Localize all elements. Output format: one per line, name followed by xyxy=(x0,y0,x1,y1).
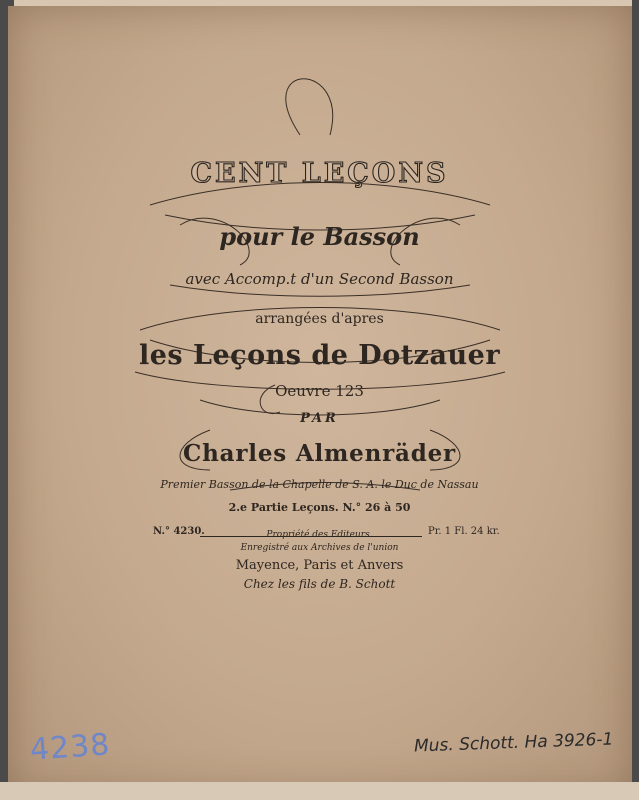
scan-bottom-strip xyxy=(0,782,639,800)
title-cent-lecons: CENT LEÇONS xyxy=(190,158,449,189)
shelfmark-handwritten: Mus. Schott. Ha 3926-1 xyxy=(413,729,614,757)
author-name: Charles Almenräder xyxy=(183,440,456,467)
author-role: Premier Basson de la Chapelle de S. A. le Duc de Nassau xyxy=(160,478,479,491)
library-number-stamp: 4238 xyxy=(28,727,112,768)
arranged-line: arrangées d'apres xyxy=(255,311,384,327)
plate-number: N.° 4230. xyxy=(153,526,205,537)
property-line: Propriété des Editeurs. xyxy=(266,530,373,540)
registration-line: Enregistré aux Archives de l'union xyxy=(240,543,399,553)
opus-number: Oeuvre 123 xyxy=(275,382,364,400)
source-work-title: les Leçons de Dotzauer xyxy=(138,340,501,371)
publisher-cities: Mayence, Paris et Anvers xyxy=(235,558,404,573)
by-label: PAR xyxy=(300,411,339,426)
publisher-name: Chez les fils de B. Schott xyxy=(243,577,396,591)
subtitle-instrument: pour le Basson xyxy=(219,222,420,251)
part-range: 2.e Partie Leçons. N.° 26 à 50 xyxy=(228,501,411,514)
accompaniment-line: avec Accomp.t d'un Second Basson xyxy=(185,270,454,288)
price: Pr. 1 Fl. 24 kr. xyxy=(428,526,500,537)
